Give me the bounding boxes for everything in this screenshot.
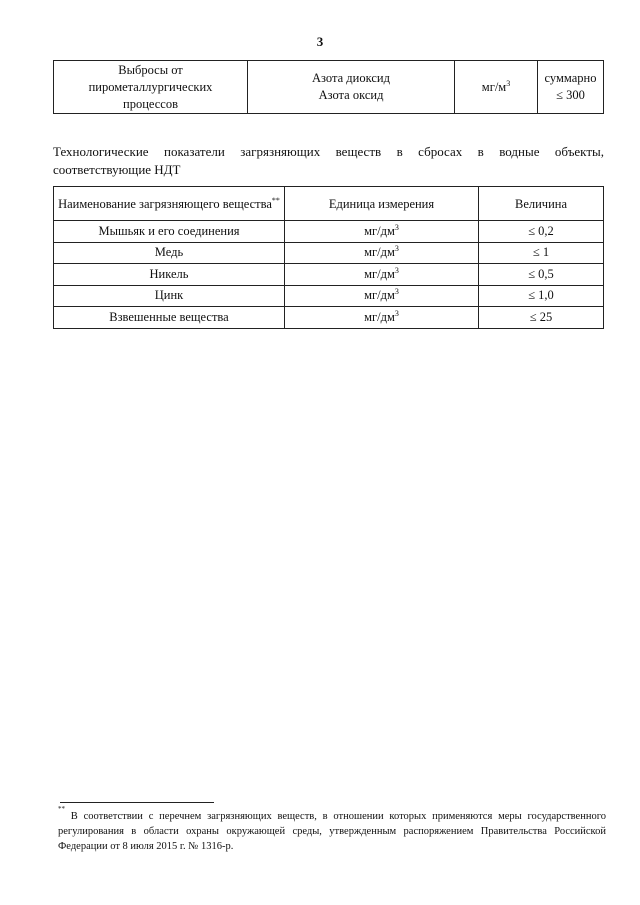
unit-text: мг/дм <box>364 309 395 324</box>
header-unit: Единица измерения <box>285 187 479 221</box>
emission-source-line: пирометаллургических <box>88 79 213 94</box>
table-header-row <box>54 187 604 221</box>
limit-cell <box>538 61 604 114</box>
table-row <box>54 307 604 329</box>
substance-name: Мышьяк и его соединения <box>54 221 285 243</box>
emission-source-cell <box>54 61 248 114</box>
substance-name: Азота оксид <box>318 88 384 102</box>
footnote-text: В соответствии с перечнем загрязняющих веществ, в отношении которых применяются меры государственного регулирования в области охраны окружающей среды, утвержденным распоряжением Правительства Российской Федерации от 8 июля 2015 г. № 1316-р. <box>58 811 606 852</box>
section-heading: Технологические показатели загрязняющих веществ в сбросах в водные объекты, соответствующие НДТ <box>53 144 604 177</box>
substance-name: Взвешенные вещества <box>54 307 285 329</box>
table-row <box>54 221 604 243</box>
limit-label: суммарно <box>544 71 597 85</box>
value-cell: ≤ 25 <box>479 307 604 329</box>
unit-power: 3 <box>394 244 399 254</box>
unit-text: мг/м <box>481 79 507 94</box>
table-row <box>54 242 604 264</box>
unit-power: 3 <box>394 222 399 232</box>
value-cell: ≤ 1 <box>479 242 604 264</box>
footnote-divider <box>60 802 214 803</box>
footnote-ref: ** <box>271 195 280 205</box>
limit-value: ≤ 300 <box>556 88 585 102</box>
substance-name: Никель <box>54 264 285 286</box>
substance-name: Медь <box>54 242 285 264</box>
footnote <box>58 805 606 854</box>
emission-source-line: Выбросы от <box>118 62 183 77</box>
unit-text: мг/дм <box>364 223 395 238</box>
substances-cell <box>248 61 455 114</box>
emission-source-line: процессов <box>123 96 178 111</box>
unit-power: 3 <box>394 308 399 318</box>
header-name-text: Наименование загрязняющего вещества <box>58 196 272 211</box>
table-row <box>54 61 604 114</box>
value-cell: ≤ 0,2 <box>479 221 604 243</box>
unit-cell <box>285 242 479 264</box>
header-value: Величина <box>479 187 604 221</box>
value-cell: ≤ 1,0 <box>479 285 604 307</box>
footnote-mark: ** <box>58 805 65 813</box>
page-number: 3 <box>316 34 324 49</box>
substance-name: Цинк <box>54 285 285 307</box>
unit-cell <box>285 285 479 307</box>
emissions-table <box>53 60 604 114</box>
value-cell: ≤ 0,5 <box>479 264 604 286</box>
header-name <box>54 187 285 221</box>
unit-text: мг/дм <box>364 288 395 303</box>
unit-cell <box>285 221 479 243</box>
unit-cell <box>285 307 479 329</box>
table-row <box>54 285 604 307</box>
unit-cell <box>285 264 479 286</box>
unit-cell <box>455 61 538 114</box>
substance-name: Азота диоксид <box>312 71 390 85</box>
unit-power: 3 <box>394 287 399 297</box>
table-row <box>54 264 604 286</box>
unit-power: 3 <box>394 265 399 275</box>
discharge-table <box>53 186 604 329</box>
unit-text: мг/дм <box>364 266 395 281</box>
unit-text: мг/дм <box>364 245 395 260</box>
unit-power: 3 <box>506 78 511 88</box>
